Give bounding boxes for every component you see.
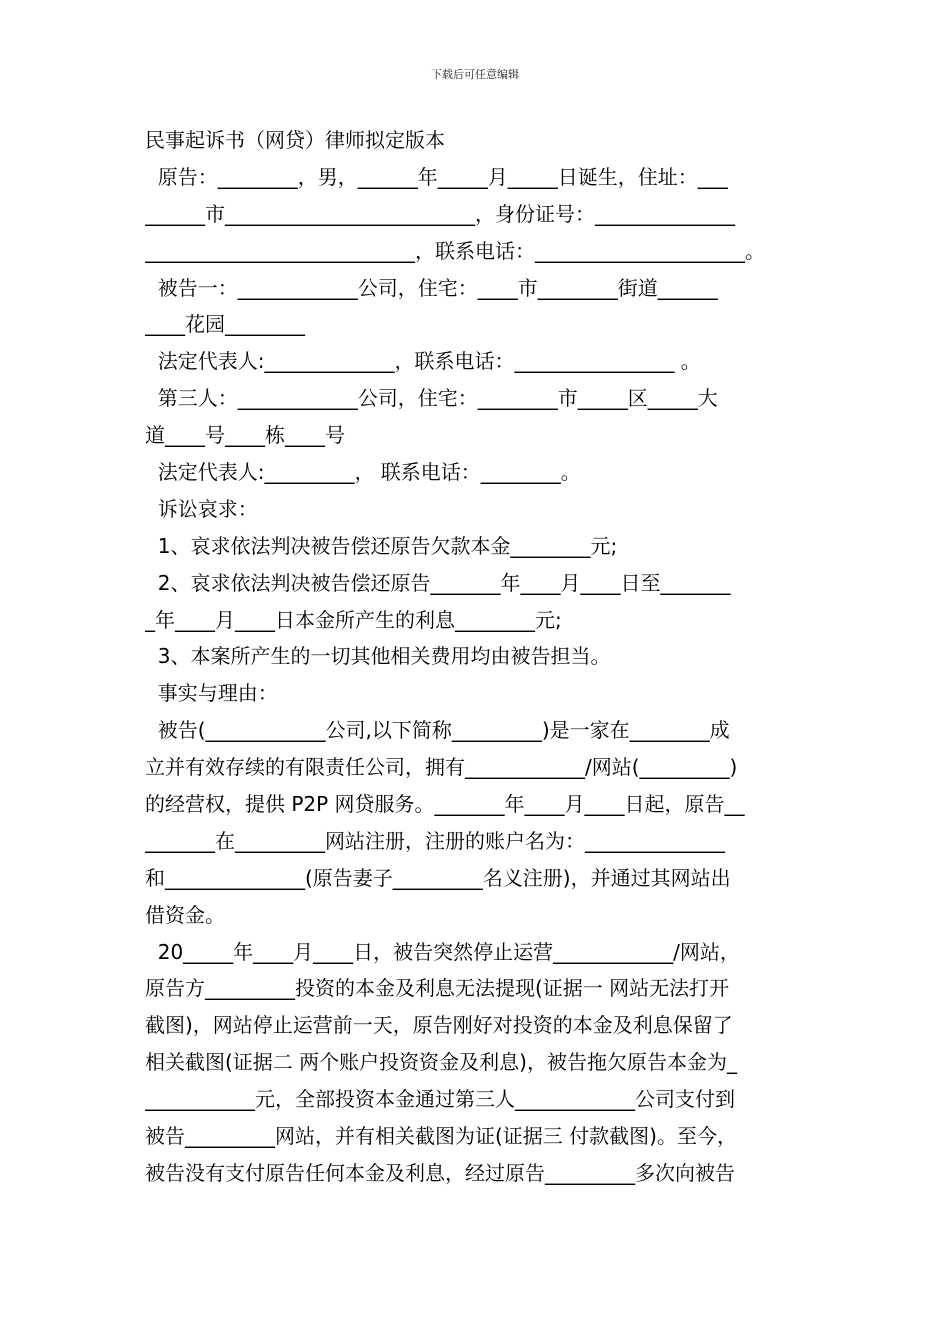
text-line: 20_____年____月____日，被告突然停止运营____________/网站， xyxy=(145,939,740,964)
text-line: ______市_________________________，身份证号：______________ xyxy=(145,201,735,226)
section-heading: 事实与理由： xyxy=(145,681,278,706)
text-line: ____花园________ xyxy=(145,312,305,337)
document-body xyxy=(145,122,807,1192)
text-line: _______在_________网站注册，注册的账户名为：______________ xyxy=(145,828,725,853)
text-line: 第三人：____________公司，住宅：________市_____区_____大 xyxy=(145,386,718,411)
text-line: 原告：________，男，______年_____月_____日诞生，住址：___ xyxy=(145,164,728,189)
text-line: 相关截图(证据二 两个账户投资资金及利息)，被告拖欠原告本金为_ xyxy=(145,1050,737,1075)
text-line: 原告方_________投资的本金及利息无法提现(证据一 网站无法打开 xyxy=(145,976,730,1001)
document-title: 民事起诉书（网贷）律师拟定版本 xyxy=(145,128,445,152)
page-header: 下载后可任意编辑 xyxy=(431,68,519,81)
text-line: 2、哀求依法判决被告偿还原告_______年____月____日至_______ xyxy=(145,570,731,595)
text-line: 被告一：____________公司，住宅：____市________街道______ xyxy=(145,275,718,300)
text-line: ___________________________，联系电话：_____________________。 xyxy=(145,238,765,263)
text-line: 被告_________网站，并有相关截图为证(证据三 付款截图)。至今， xyxy=(145,1124,737,1149)
text-line: 被告没有支付原告任何本金及利息，经过原告_________多次向被告 xyxy=(145,1160,735,1185)
text-line: 被告(____________公司,以下简称_________)是一家在________成 xyxy=(145,718,730,743)
text-line: 1、哀求依法判决被告偿还原告欠款本金________元; xyxy=(145,533,618,558)
text-line: 截图)，网站停止运营前一天，原告刚好对投资的本金及利息保留了 xyxy=(145,1013,733,1038)
text-line: 法定代表人:_________， 联系电话：________。 xyxy=(145,460,581,485)
text-line: _年____月____日本金所产生的利息________元; xyxy=(145,607,562,632)
section-heading: 诉讼哀求： xyxy=(145,496,258,521)
text-line: ___________元，全部投资本金通过第三人____________公司支付到 xyxy=(145,1087,735,1112)
text-line: 立并有效存续的有限责任公司，拥有____________/网站(_________) xyxy=(145,755,738,780)
text-line: 道____号____栋____号 xyxy=(145,423,345,448)
text-line: 法定代表人:_____________，联系电话：________________ 。 xyxy=(145,349,701,374)
text-line: 的经营权，提供 P2P 网贷服务。_______年____月____日起，原告__ xyxy=(145,792,745,817)
text-line: 借资金。 xyxy=(145,902,225,927)
text-line: 和______________(原告妻子_________名义注册)，并通过其网站出 xyxy=(145,865,731,890)
text-line: 3、本案所产生的一切其他相关费用均由被告担当。 xyxy=(145,644,611,669)
